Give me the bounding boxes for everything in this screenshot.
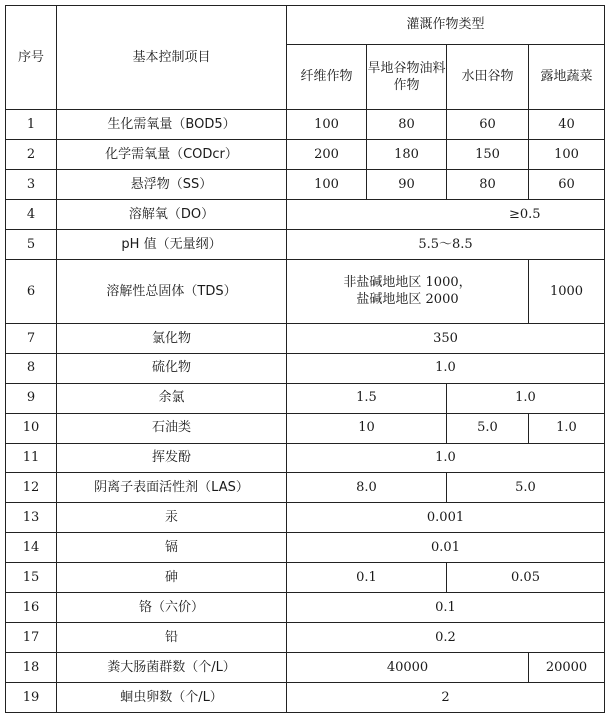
header-crop-vegetable: 露地蔬菜 — [529, 45, 605, 110]
cell-value: 0.1 — [287, 563, 447, 593]
row-item: 砷 — [57, 563, 287, 593]
cell-value: 0.001 — [287, 503, 605, 533]
table-row — [6, 563, 605, 593]
cell-value: 40000 — [287, 652, 529, 682]
cell-value: ≥0.5 — [287, 200, 605, 230]
cell-value: 1.0 — [447, 383, 605, 413]
row-item: 蛔虫卵数（个/L） — [57, 682, 287, 712]
table-row — [6, 533, 605, 563]
cell-value: 100 — [529, 140, 605, 170]
header-crop-fiber: 纤维作物 — [287, 45, 367, 110]
cell-value: 180 — [367, 140, 447, 170]
row-number: 8 — [6, 353, 57, 383]
row-number: 7 — [6, 323, 57, 353]
table-row — [6, 652, 605, 682]
table-row — [6, 682, 605, 712]
cell-line: 非盐碱地地区 1000， — [343, 274, 472, 290]
row-number: 3 — [6, 170, 57, 200]
cell-line: 盐碱地地区 2000 — [356, 292, 459, 308]
table-row — [6, 229, 605, 259]
table-row — [6, 170, 605, 200]
cell-value: 350 — [287, 323, 605, 353]
table-row — [6, 443, 605, 473]
cell-value: 0.2 — [287, 623, 605, 653]
row-number: 1 — [6, 110, 57, 140]
cell-value: 1.0 — [287, 443, 605, 473]
cell-value: 0.05 — [447, 563, 605, 593]
cell-value: 10 — [287, 413, 447, 443]
row-item: 镉 — [57, 533, 287, 563]
cell-value: 8.0 — [287, 473, 447, 503]
row-item: 铬（六价） — [57, 593, 287, 623]
cell-value: 100 — [287, 170, 367, 200]
table-row — [6, 413, 605, 443]
header-crop-group: 灌溉作物类型 — [287, 6, 605, 45]
table-row — [6, 200, 605, 230]
cell-value: 200 — [287, 140, 367, 170]
header-item: 基本控制项目 — [57, 6, 287, 110]
cell-value: 90 — [367, 170, 447, 200]
water-quality-table — [5, 5, 605, 713]
cell-value: 150 — [447, 140, 529, 170]
row-item: 余氯 — [57, 383, 287, 413]
table-row — [6, 110, 605, 140]
row-item: 生化需氧量（BOD5） — [57, 110, 287, 140]
row-item: 溶解性总固体（TDS） — [57, 259, 287, 323]
cell-value: 1.0 — [529, 413, 605, 443]
cell-value: 100 — [287, 110, 367, 140]
row-number: 17 — [6, 623, 57, 653]
table-row — [6, 353, 605, 383]
row-item: pH 值（无量纲） — [57, 229, 287, 259]
table-row — [6, 259, 605, 323]
cell-value: 0.01 — [287, 533, 605, 563]
row-number: 9 — [6, 383, 57, 413]
table-row — [6, 323, 605, 353]
row-item: 化学需氧量（CODcr） — [57, 140, 287, 170]
table-row — [6, 623, 605, 653]
cell-value — [287, 259, 529, 323]
table-row — [6, 503, 605, 533]
cell-value: 5.0 — [447, 413, 529, 443]
header-seq: 序号 — [6, 6, 57, 110]
cell-value: 60 — [447, 110, 529, 140]
row-item: 阴离子表面活性剂（LAS） — [57, 473, 287, 503]
row-item: 氯化物 — [57, 323, 287, 353]
row-number: 15 — [6, 563, 57, 593]
cell-value: 80 — [367, 110, 447, 140]
row-number: 14 — [6, 533, 57, 563]
cell-value: 80 — [447, 170, 529, 200]
row-item: 粪大肠菌群数（个/L） — [57, 652, 287, 682]
row-item: 铅 — [57, 623, 287, 653]
row-item: 石油类 — [57, 413, 287, 443]
header-crop-paddy: 水田谷物 — [447, 45, 529, 110]
cell-value: 5.0 — [447, 473, 605, 503]
cell-value: 60 — [529, 170, 605, 200]
cell-value: 2 — [287, 682, 605, 712]
row-number: 10 — [6, 413, 57, 443]
cell-value: 20000 — [529, 652, 605, 682]
table-row — [6, 383, 605, 413]
cell-value: 1.0 — [287, 353, 605, 383]
cell-value: 40 — [529, 110, 605, 140]
header-crop-dryland: 旱地谷物油料作物 — [367, 45, 447, 110]
row-number: 11 — [6, 443, 57, 473]
cell-value: 1000 — [529, 259, 605, 323]
row-number: 12 — [6, 473, 57, 503]
cell-value: 5.5～8.5 — [287, 229, 605, 259]
row-item: 悬浮物（SS） — [57, 170, 287, 200]
table-row — [6, 140, 605, 170]
row-item: 汞 — [57, 503, 287, 533]
table-row — [6, 593, 605, 623]
row-number: 5 — [6, 229, 57, 259]
row-number: 6 — [6, 259, 57, 323]
cell-value: 0.1 — [287, 593, 605, 623]
table-row — [6, 473, 605, 503]
row-number: 18 — [6, 652, 57, 682]
row-item: 挥发酚 — [57, 443, 287, 473]
row-number: 16 — [6, 593, 57, 623]
row-number: 19 — [6, 682, 57, 712]
row-number: 13 — [6, 503, 57, 533]
row-item: 硫化物 — [57, 353, 287, 383]
row-item: 溶解氧（DO） — [57, 200, 287, 230]
row-number: 4 — [6, 200, 57, 230]
row-number: 2 — [6, 140, 57, 170]
cell-value: 1.5 — [287, 383, 447, 413]
